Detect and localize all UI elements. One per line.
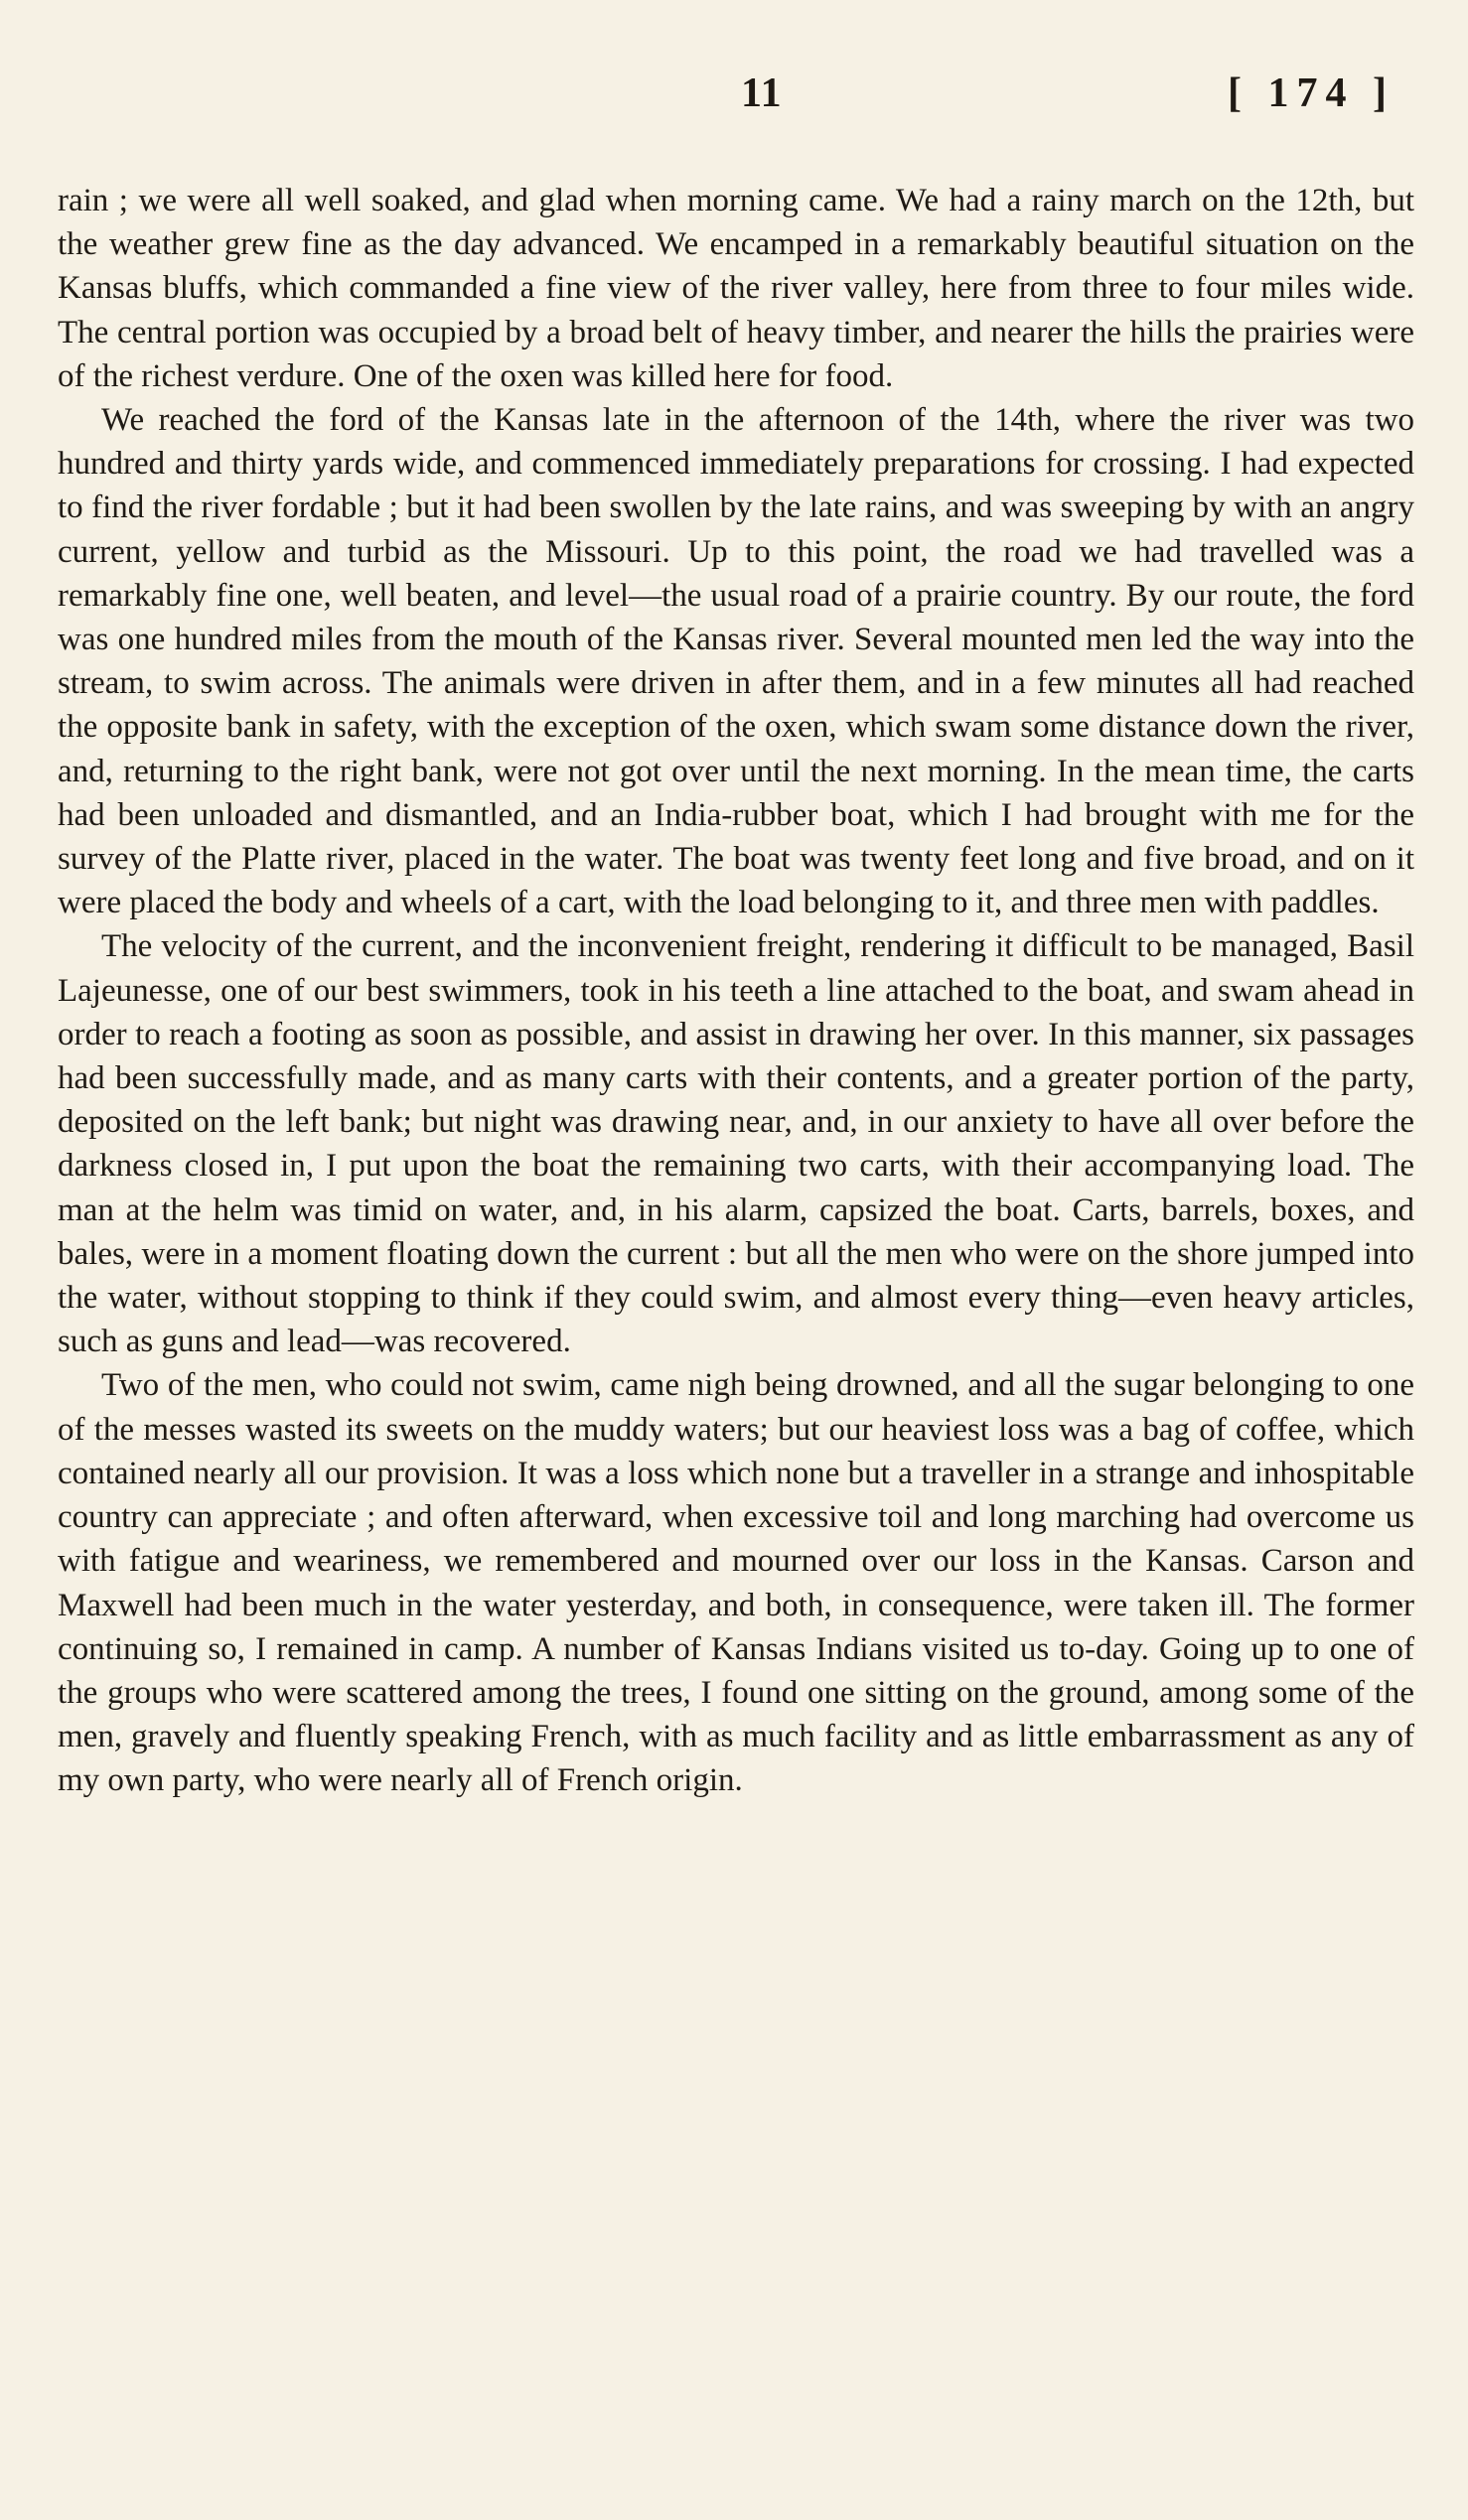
paragraph-2: We reached the ford of the Kansas late in the afternoon of the 14th, where the river was two hundred and thirty yards wide, and commenced immediately preparations for crossing. I had expected to find the river fordable ; but it had been swollen by the late rains, and was sweeping by with an angry current, yellow and turbid as the Missouri. Up to this point, the road we had travelled was a remarkably fine one, well beaten, and level—the usual road of a prairie country. By our route, the ford was one hundred miles from the mouth of the Kansas river. Several mounted men led the way into the stream, to swim across. The animals were driven in after them, and in a few minutes all had reached the opposite bank in safety, with the exception of the oxen, which swam some distance down the river, and, returning to the right bank, were not got over until the next morning. In the mean time, the carts had been unloaded and dismantled, and an India-rubber boat, which I had brought with me for the survey of the Platte river, placed in the water. The boat was twenty feet long and five broad, and on it were placed the body and wheels of a cart, with the load belonging to it, and three men with paddles.	[58, 402, 1414, 921]
page-number: 11	[741, 70, 783, 116]
body-text	[58, 179, 1414, 1803]
paragraph-4: Two of the men, who could not swim, came nigh being drowned, and all the sugar belonging to one of the messes wasted its sweets on the muddy waters; but our heaviest loss was a bag of coffee, which contained nearly all our provision. It was a loss which none but a traveller in a strange and inhospitable country can appreciate ; and often afterward, when excessive toil and long marching had overcome us with fatigue and weariness, we remembered and mourned over our loss in the Kansas. Carson and Maxwell had been much in the water yesterday, and both, in consequence, were taken ill. The former continuing so, I remained in camp. A number of Kansas Indians visited us to-day. Going up to one of the groups who were scattered among the trees, I found one sitting on the ground, among some of the men, gravely and fluently speaking French, with as much facility and as little embarrassment as any of my own party, who were nearly all of French origin.	[58, 1367, 1414, 1799]
running-header	[58, 66, 1414, 145]
document-number: [ 174 ]	[1228, 70, 1395, 116]
document-page	[58, 66, 1414, 2488]
paragraph-1: rain ; we were all well soaked, and glad when morning came. We had a rainy march on the 12th, but the weather grew fine as the day advanced. We encamped in a remarkably beautiful situation on the Kansas bluffs, which commanded a fine view of the river valley, here from three to four miles wide. The central portion was occupied by a broad belt of heavy timber, and nearer the hills the prairies were of the richest verdure. One of the oxen was killed here for food.	[58, 183, 1414, 394]
paragraph-3: The velocity of the current, and the inconvenient freight, rendering it difficult to be managed, Basil Lajeunesse, one of our best swimmers, took in his teeth a line attached to the boat, and swam ahead in order to reach a footing as soon as possible, and assist in drawing her over. In this manner, six passages had been successfully made, and as many carts with their contents, and a greater portion of the party, deposited on the left bank; but night was drawing near, and, in our anxiety to have all over before the darkness closed in, I put upon the boat the remaining two carts, with their accompanying load. The man at the helm was timid on water, and, in his alarm, capsized the boat. Carts, barrels, boxes, and bales, were in a moment floating down the current : but all the men who were on the shore jumped into the water, without stopping to think if they could swim, and almost every thing—even heavy articles, such as guns and lead—was recovered.	[58, 928, 1414, 1360]
